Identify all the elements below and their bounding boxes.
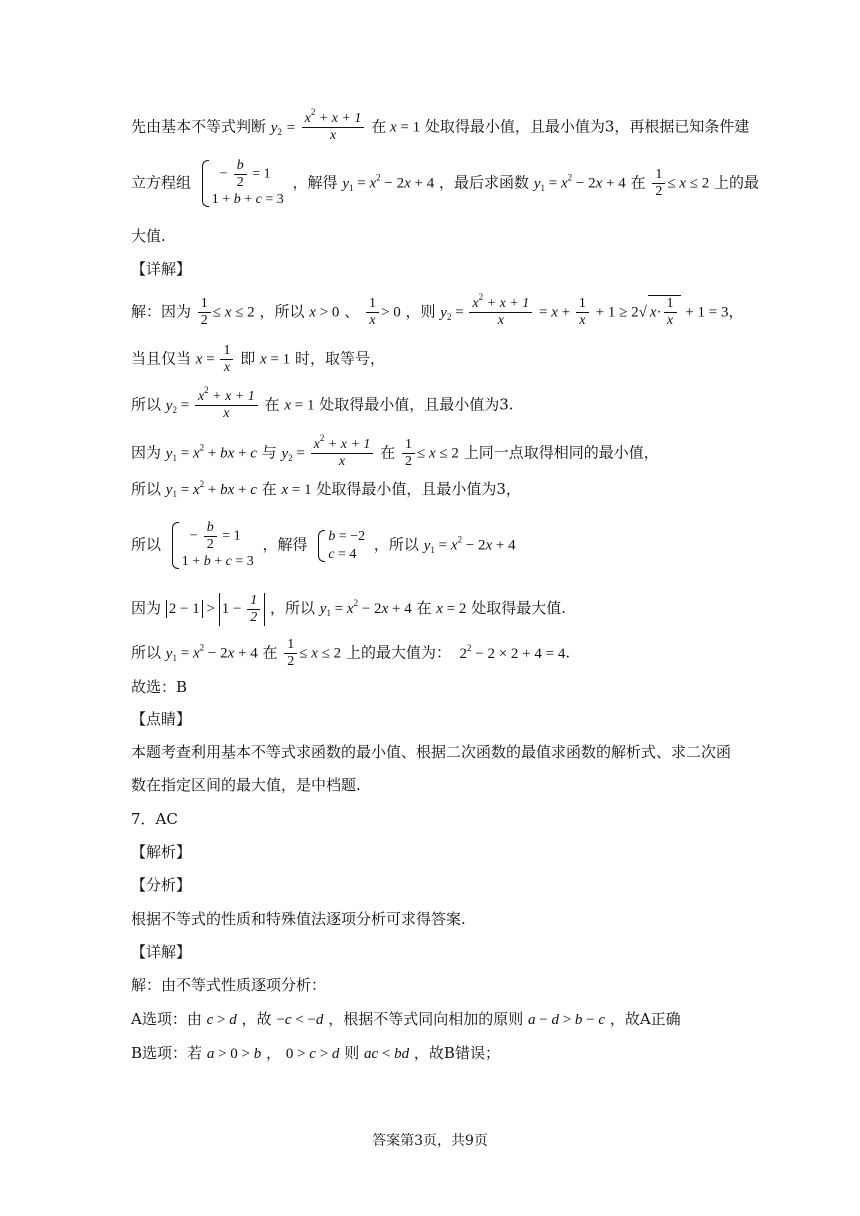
text-line: 立方程组 − $\frac{b}{2}$ = 1 1 + b + c = 3 ，解得 $y_1 = x^2 - 2x + 4$ ，最后求函数 $y_1 = x^2 - 2x + 4$ 在 $\frac{1}{2}$ ≤ x ≤ 2 上的最 [131,158,759,207]
section-heading: 【解析】 [131,843,192,861]
section-heading: 【详解】 [131,260,192,278]
section-heading: 【分析】 [131,876,192,894]
question-number: 7．AC [131,810,178,828]
text-line: 解：因为 $\frac{1}{2}$ ≤ x ≤ 2 ，所以 x > 0 、 $\frac{1}{x}$ > 0 ，则 $y_2$ = $\frac{x^2 + x + 1}{x}$ = x + $\frac{1}{x}$ + 1 ≥ 2√ x· $\frac{1}{x}$ + 1 = 3， [131,292,744,328]
text-line: 所以 $y_1 = x^2$ + bx + c 在 x = 1 处取得最小值，且最小值为3， [131,479,521,499]
equation-system: − $\frac{b}{2}$ = 1 1 + b + c = 3 [200,158,284,209]
text-line: 故选：B [131,678,188,696]
equation-system: b = −2 c = 4 [316,528,365,564]
text-line: A选项：由 c > d ，故 −c < −d ，根据不等式同向相加的原则 a − d > b − c ，故A正确 [131,1010,681,1028]
text-line: 所以 $y_1 = x^2 - 2x + 4$ 在 $\frac{1}{2}$ ≤ x ≤ 2 上的最大值为： $2^2 - 2 \times 2 + 4 = 4$. [131,637,571,669]
text-line: 当且仅当 x = $\frac{1}{x}$ 即 x = 1 时，取等号， [131,343,385,375]
text-line: 解：由不等式性质逐项分析： [131,976,327,994]
section-heading: 【点睛】 [131,710,192,728]
text-line: 根据不等式的性质和特殊值法逐项分析可求得答案. [131,910,466,928]
text-line: 大值. [131,227,166,245]
text-line: 数在指定区间的最大值，是中档题. [131,776,361,794]
text-line: 所以 − $\frac{b}{2}$ = 1 1 + b + c = 3 ，解得 b = −2 c = 4 ，所以 $y_1 = x^2 - 2x + 4$ [131,520,516,569]
page-footer: 答案第3页，共9页 [372,1133,488,1149]
text-line: 因为 2 − 1 > 1 − $\frac{1}{2}$ ，所以 $y_1 = x^2 - 2x + 4$ 在 x = 2 处取得最大值. [131,593,566,625]
text-line: 因为 $y_1 = x^2$ + bx + c 与 $y_2$ = $\frac{x^2 + x + 1}{x}$ 在 $\frac{1}{2}$ ≤ x ≤ 2 上同一点取得相同的最小值， [131,433,659,469]
equation-system: − $\frac{b}{2}$ = 1 1 + b + c = 3 [170,520,254,571]
text-line: 所以 $y_2$ = $\frac{x^2 + x + 1}{x}$ 在 x = 1 处取得最小值，且最小值为3. [131,385,514,421]
section-heading: 【详解】 [131,943,192,961]
text-line: 先由基本不等式判断 $y_2$ = $\frac{x^2 + x + 1}{x}$ 在 x = 1 处取得最小值，且最小值为3，再根据已知条件建 [131,107,750,143]
text-line: 本题考查利用基本不等式求函数的最小值、根据二次函数的最值求函数的解析式、求二次函 [131,743,732,761]
text-line: B选项：若 a > 0 > b ， 0 > c > d 则 ac < bd ，故B错误； [131,1044,500,1062]
